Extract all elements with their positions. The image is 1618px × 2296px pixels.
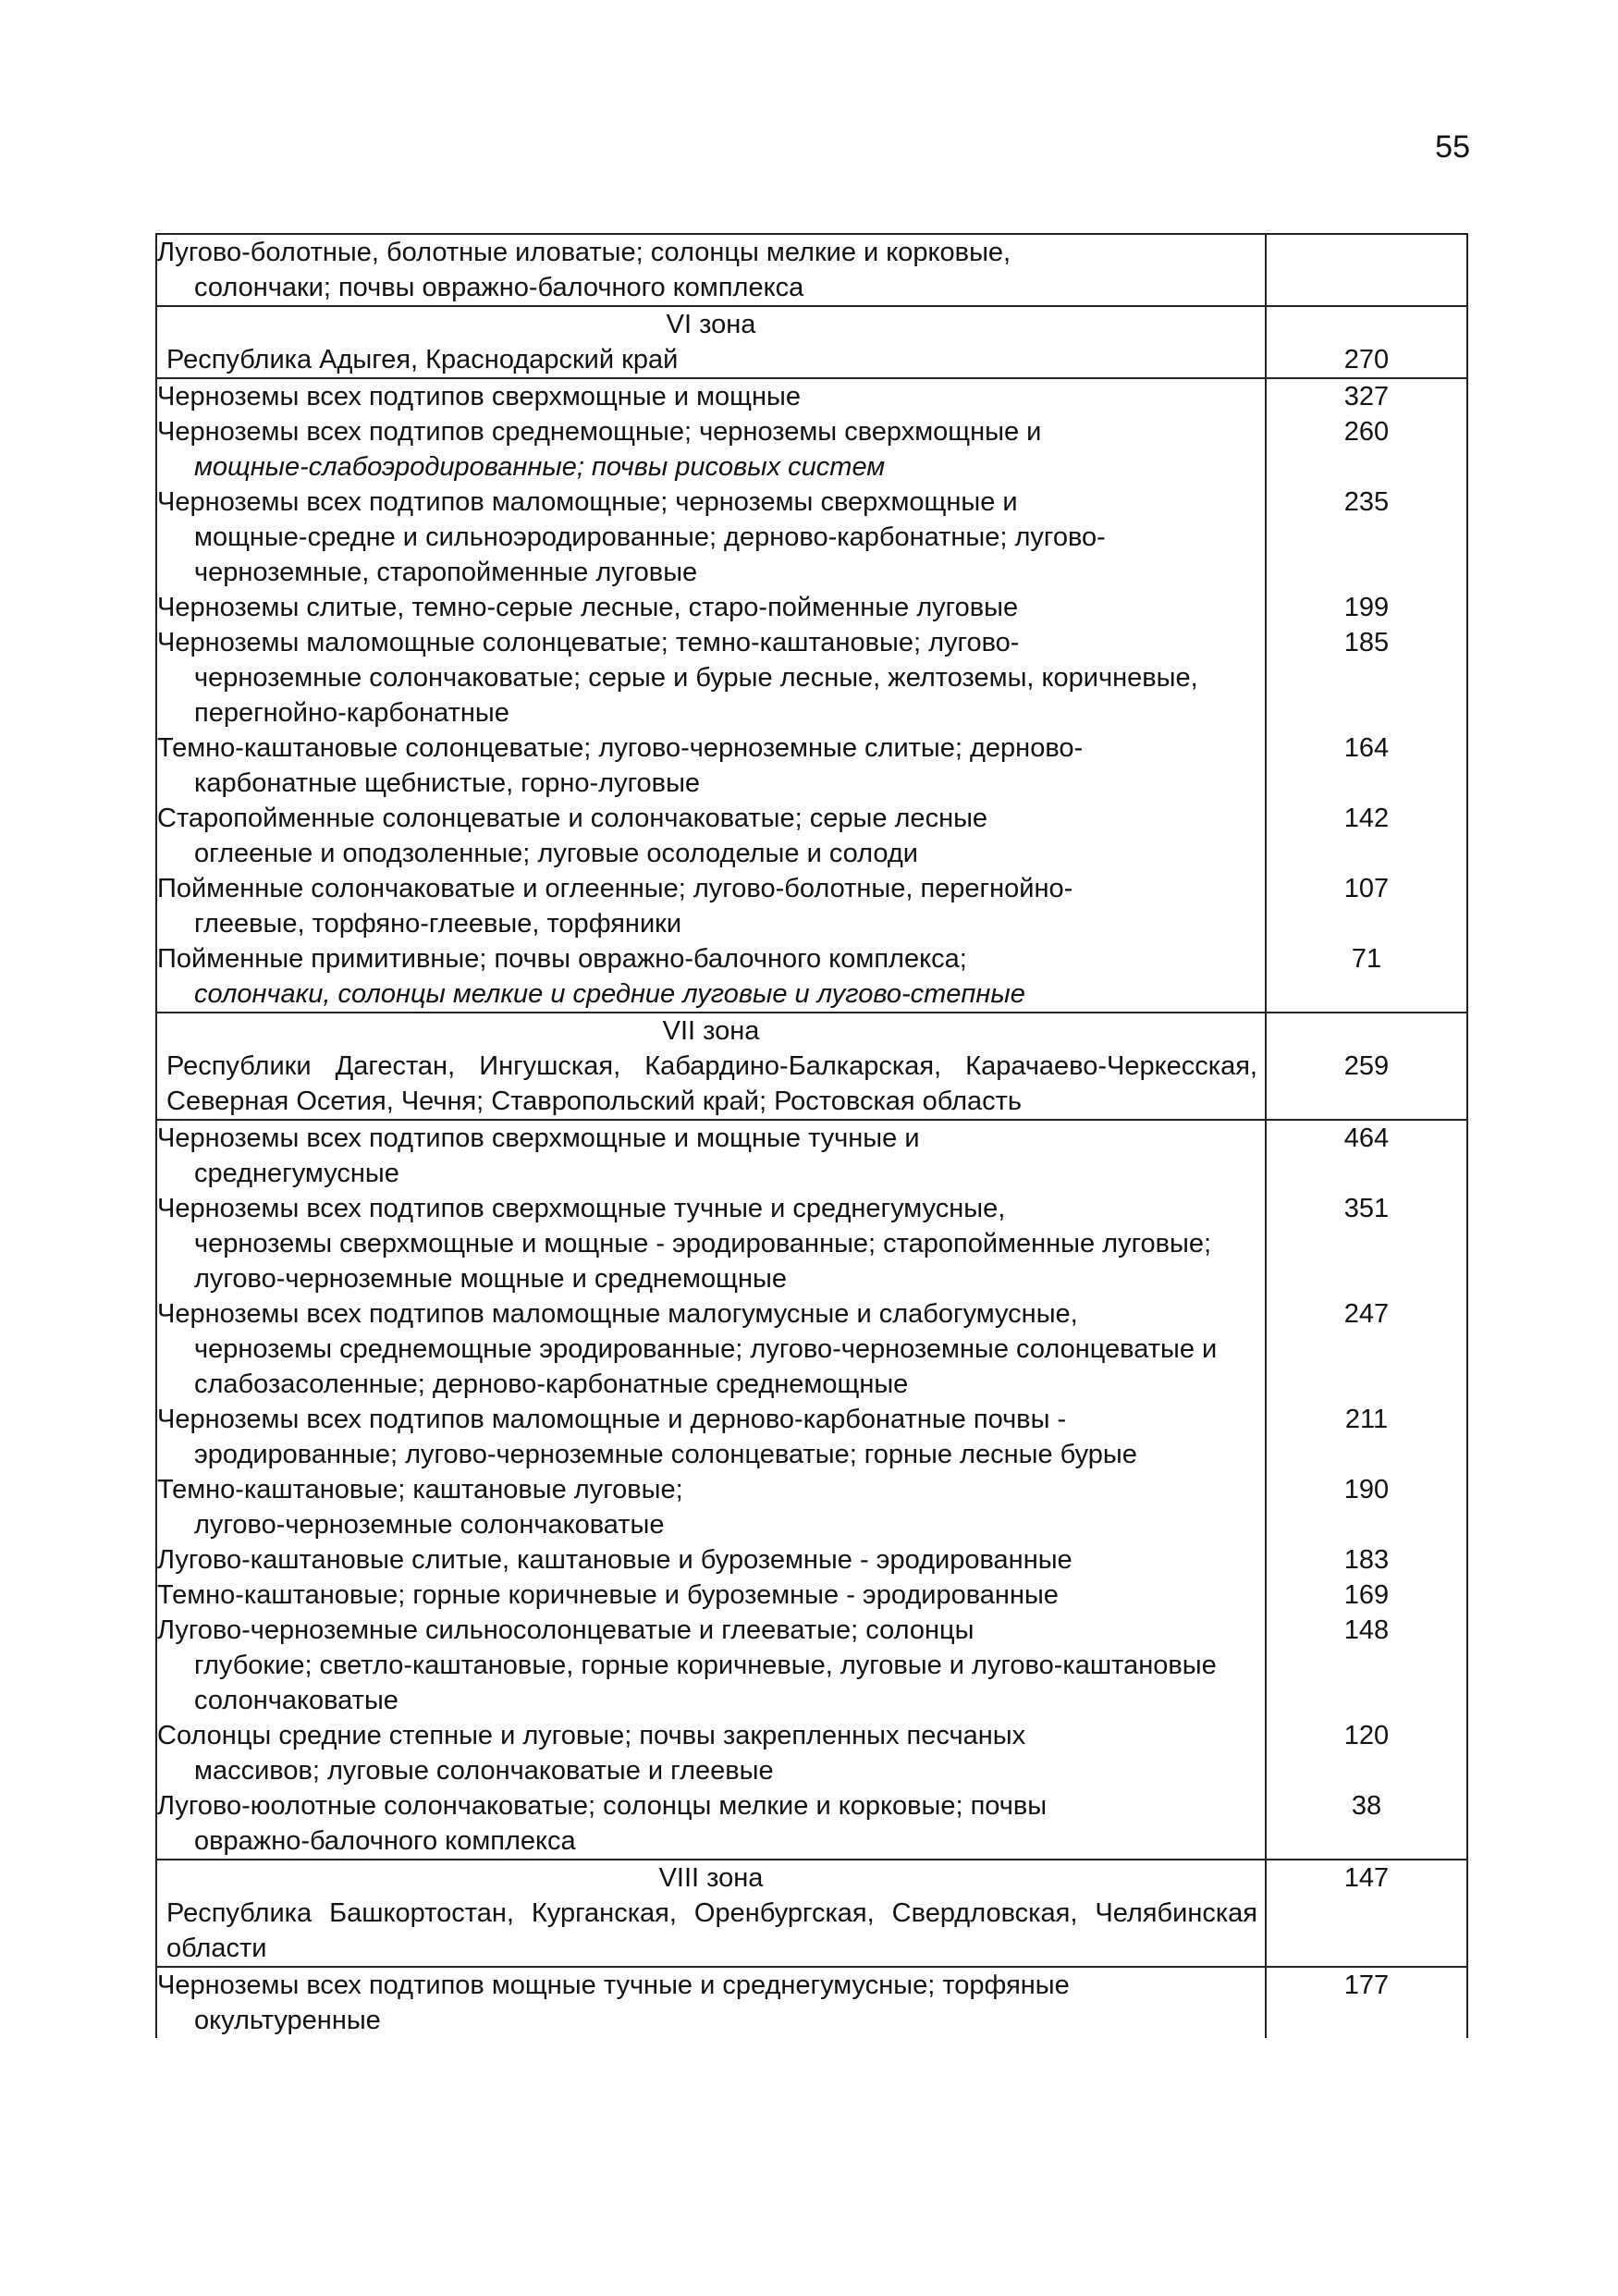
row-continuation: карбонатные щебнистые, горно-луговые <box>194 768 701 798</box>
continuation-line-2: солончаки; почвы овражно-балочного комплекса <box>194 273 804 302</box>
row-value: 164 <box>1266 731 1467 801</box>
row-value: 247 <box>1266 1296 1467 1402</box>
row-line-1: Черноземы всех подтипов сверхмощные и мощные тучные и <box>157 1123 920 1153</box>
row-line-1: Темно-каштановые солонцеватые; лугово-черноземные слитые; дерново- <box>157 733 1084 763</box>
row-value: 38 <box>1266 1788 1467 1860</box>
row-description <box>156 1788 1266 1860</box>
table-row <box>156 1578 1467 1613</box>
table-row <box>156 731 1467 801</box>
row-value: 148 <box>1266 1613 1467 1718</box>
row-value: 107 <box>1266 871 1467 941</box>
row-line-1: Пойменные примитивные; почвы овражно-балочного комплекса; <box>157 944 967 974</box>
row-value: 183 <box>1266 1542 1467 1578</box>
row-description <box>156 1613 1266 1718</box>
row-continuation: черноземы среднемощные эродированные; лугово-черноземные солонцеватые и слабозасоленные; дерново-карбонатные среднемощные <box>194 1334 1218 1399</box>
zone-region-value <box>1266 1013 1467 1120</box>
row-continuation: массивов; луговые солончаковатые и глеевые <box>194 1756 774 1786</box>
row-description <box>156 378 1266 414</box>
row-continuation: мощные-средне и сильноэродированные; дерново-карбонатные; лугово-черноземные, старопойменные луговые <box>194 522 1106 587</box>
zone-region-value-text: 259 <box>1343 1051 1390 1081</box>
zone-region-value-text: 147 <box>1343 1863 1390 1893</box>
row-description <box>156 941 1266 1013</box>
continuation-value <box>1266 234 1467 306</box>
zone-region: Республика Башкортостан, Курганская, Оренбургская, Свердловская, Челябинская области <box>166 1898 1257 1963</box>
row-value: 260 <box>1266 414 1467 485</box>
row-line-1: Черноземы всех подтипов маломощные; черноземы сверхмощные и <box>157 487 1018 517</box>
table-row <box>156 1120 1467 1191</box>
row-line-1: Темно-каштановые; каштановые луговые; <box>157 1475 683 1504</box>
row-description <box>156 1120 1266 1191</box>
row-line-1: Старопойменные солонцеватые и солончаковатые; серые лесные <box>157 804 988 833</box>
row-value: 177 <box>1266 1967 1467 2038</box>
row-description <box>156 1402 1266 1472</box>
row-description <box>156 1967 1266 2038</box>
row-value: 464 <box>1266 1120 1467 1191</box>
row-continuation: глеевые, торфяно-глеевые, торфяники <box>194 909 682 939</box>
zone-region-value <box>1266 1860 1467 1967</box>
row-description <box>156 1578 1266 1613</box>
continuation-line-1: Лугово-болотные, болотные иловатые; солонцы мелкие и корковые, <box>157 238 1011 267</box>
table-row <box>156 1542 1467 1578</box>
zone-header-row <box>156 1013 1467 1120</box>
table-row <box>156 1788 1467 1860</box>
table-row <box>156 1472 1467 1542</box>
row-continuation: овражно-балочного комплекса <box>194 1826 576 1856</box>
table-row <box>156 625 1467 731</box>
row-value: 327 <box>1266 378 1467 414</box>
row-description <box>156 1718 1266 1788</box>
row-line-1: Солонцы средние степные и луговые; почвы закрепленных песчаных <box>157 1721 1026 1750</box>
zone-header-cell <box>156 306 1266 378</box>
row-line-1: Лугово-юолотные солончаковатые; солонцы мелкие и корковые; почвы <box>157 1791 1048 1821</box>
row-value: 235 <box>1266 485 1467 590</box>
zone-header-cell <box>156 1013 1266 1120</box>
table-row <box>156 485 1467 590</box>
row-description <box>156 1542 1266 1578</box>
zone-region: Республика Адыгея, Краснодарский край <box>166 345 679 374</box>
row-value: 211 <box>1266 1402 1467 1472</box>
row-description <box>156 485 1266 590</box>
row-description <box>156 1191 1266 1296</box>
row-description <box>156 1296 1266 1402</box>
row-value: 190 <box>1266 1472 1467 1542</box>
table-row <box>156 590 1467 625</box>
table-row <box>156 871 1467 941</box>
row-value: 169 <box>1266 1578 1467 1613</box>
row-description <box>156 590 1266 625</box>
row-line-1: Черноземы всех подтипов маломощные и дерново-карбонатные почвы - <box>157 1405 1067 1434</box>
page-number: 55 <box>1435 129 1470 165</box>
zone-region-value-text: 270 <box>1343 345 1390 374</box>
table-row <box>156 801 1467 871</box>
row-continuation: окультуренные <box>194 2006 381 2035</box>
table-row <box>156 414 1467 485</box>
row-line-1: Черноземы всех подтипов сверхмощные тучные и среднегумусные, <box>157 1194 1006 1223</box>
zone-region: Республики Дагестан, Ингушская, Кабардино-Балкарская, Карачаево-Черкесская, Северная Осетия, Чечня; Ставропольский край; Ростовская область <box>166 1051 1257 1116</box>
zone-region-value <box>1266 306 1467 378</box>
zone-title: VIII зона <box>658 1863 764 1893</box>
row-description <box>156 871 1266 941</box>
row-value: 120 <box>1266 1718 1467 1788</box>
table-row <box>156 941 1467 1013</box>
zone-title: VI зона <box>666 310 756 339</box>
row-line-1: Лугово-каштановые слитые, каштановые и буроземные - эродированные <box>157 1545 1073 1575</box>
row-value: 142 <box>1266 801 1467 871</box>
row-continuation: оглееные и оподзоленные; луговые осолоделые и солоди <box>194 839 918 868</box>
row-description <box>156 1472 1266 1542</box>
zone-header-row <box>156 306 1467 378</box>
row-description <box>156 801 1266 871</box>
row-continuation: черноземные солончаковатые; серые и бурые лесные, желтоземы, коричневые, перегнойно-карбонатные <box>194 663 1198 728</box>
continuation-row <box>156 234 1467 306</box>
row-continuation: эродированные; лугово-черноземные солонцеватые; горные лесные бурые <box>194 1440 1137 1469</box>
table-row <box>156 1718 1467 1788</box>
table-row <box>156 1613 1467 1718</box>
table-row <box>156 1967 1467 2038</box>
row-value: 185 <box>1266 625 1467 731</box>
zone-header-row <box>156 1860 1467 1967</box>
row-value: 199 <box>1266 590 1467 625</box>
row-line-1: Темно-каштановые; горные коричневые и буроземные - эродированные <box>157 1580 1059 1610</box>
continuation-description <box>156 234 1266 306</box>
row-continuation: лугово-черноземные солончаковатые <box>194 1510 665 1540</box>
row-line-1: Черноземы всех подтипов мощные тучные и среднегумусные; торфяные <box>157 1971 1070 2000</box>
table-row <box>156 1191 1467 1296</box>
soil-bonitet-table <box>155 233 1468 2038</box>
row-line-1: Черноземы всех подтипов сверхмощные и мощные <box>157 382 802 411</box>
zone-header-cell <box>156 1860 1266 1967</box>
row-line-1: Черноземы всех подтипов среднемощные; черноземы сверхмощные и <box>157 417 1042 447</box>
row-line-1: Черноземы всех подтипов маломощные малогумусные и слабогумусные, <box>157 1299 1078 1329</box>
row-continuation: глубокие; светло-каштановые, горные коричневые, луговые и лугово-каштановые солончаковатые <box>194 1651 1217 1715</box>
row-description <box>156 731 1266 801</box>
row-italic-continuation: солончаки, солонцы мелкие и средние луговые и лугово-степные <box>194 979 1025 1009</box>
row-value: 71 <box>1266 941 1467 1013</box>
row-italic-continuation: мощные-слабоэродированные; почвы рисовых систем <box>194 452 886 482</box>
row-continuation: черноземы сверхмощные и мощные - эродированные; старопойменные луговые; лугово-черноземные мощные и среднемощные <box>194 1229 1212 1294</box>
zone-title: VII зона <box>662 1016 760 1046</box>
row-value: 351 <box>1266 1191 1467 1296</box>
row-continuation: среднегумусные <box>194 1159 399 1188</box>
table-row <box>156 378 1467 414</box>
row-description <box>156 414 1266 485</box>
row-description <box>156 625 1266 731</box>
table-row <box>156 1296 1467 1402</box>
row-line-1: Черноземы маломощные солонцеватые; темно-каштановые; лугово- <box>157 628 1020 657</box>
row-line-1: Лугово-черноземные сильносолонцеватые и глееватые; солонцы <box>157 1615 974 1645</box>
row-line-1: Черноземы слитые, темно-серые лесные, старо-пойменные луговые <box>157 593 1019 622</box>
row-line-1: Пойменные солончаковатые и оглеенные; лугово-болотные, перегнойно- <box>157 874 1073 903</box>
table-row <box>156 1402 1467 1472</box>
